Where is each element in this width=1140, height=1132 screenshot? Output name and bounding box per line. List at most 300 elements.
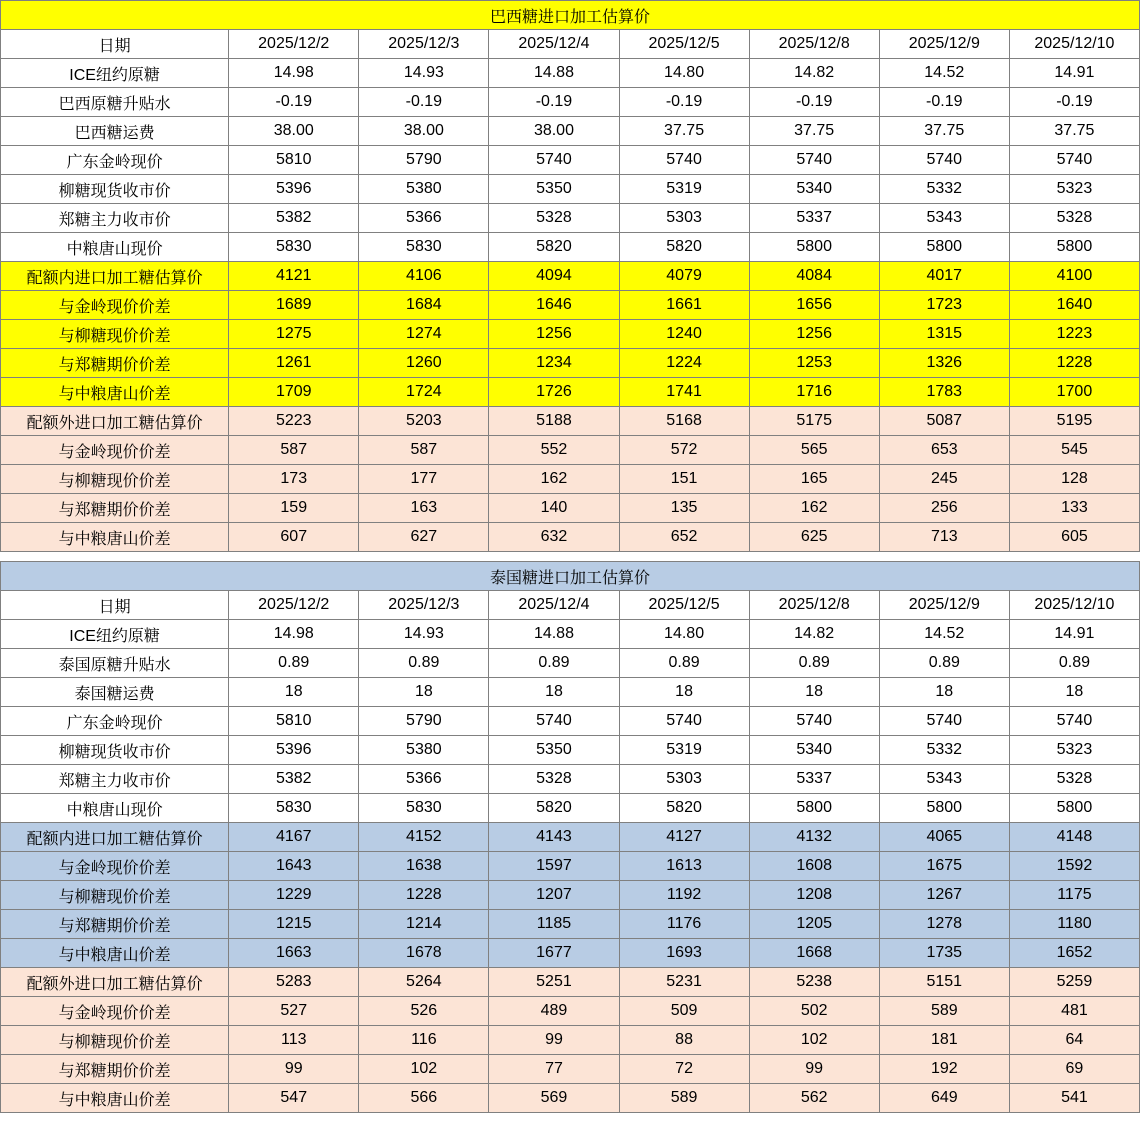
table-cell: 38.00 [489, 117, 619, 146]
table-cell: 5203 [359, 407, 489, 436]
table-cell: 38.00 [359, 117, 489, 146]
table-cell: 1214 [359, 910, 489, 939]
table-cell: 4148 [1009, 823, 1139, 852]
table-cell: 5259 [1009, 968, 1139, 997]
table-cell: 5223 [229, 407, 359, 436]
table-cell: 625 [749, 523, 879, 552]
table-cell: -0.19 [619, 88, 749, 117]
table-cell: 5238 [749, 968, 879, 997]
table-cell: 14.52 [879, 59, 1009, 88]
table-cell: 589 [619, 1084, 749, 1113]
table-cell: 14.91 [1009, 59, 1139, 88]
table-cell: 1261 [229, 349, 359, 378]
table-cell: 632 [489, 523, 619, 552]
table-cell: 566 [359, 1084, 489, 1113]
table-cell: 0.89 [619, 649, 749, 678]
table-cell: 5380 [359, 736, 489, 765]
table-row [1, 968, 1140, 997]
row-label: 与金岭现价价差 [1, 997, 229, 1026]
table-row [1, 649, 1140, 678]
table-cell: 18 [749, 678, 879, 707]
table-cell: 5340 [749, 175, 879, 204]
row-label: 与金岭现价价差 [1, 852, 229, 881]
table-cell: 5820 [619, 233, 749, 262]
table-cell: 14.98 [229, 59, 359, 88]
table-cell: 133 [1009, 494, 1139, 523]
table-cell: 1192 [619, 881, 749, 910]
row-label: ICE纽约原糖 [1, 59, 229, 88]
table-cell: 4065 [879, 823, 1009, 852]
table-row [1, 939, 1140, 968]
table-cell: 140 [489, 494, 619, 523]
column-header-date: 2025/12/10 [1009, 30, 1139, 59]
header-date-label: 日期 [1, 30, 229, 59]
table-cell: 37.75 [619, 117, 749, 146]
table-cell: 5323 [1009, 175, 1139, 204]
row-label: 郑糖主力收市价 [1, 204, 229, 233]
table-cell: 509 [619, 997, 749, 1026]
table-cell: 1224 [619, 349, 749, 378]
row-label: 与柳糖现价价差 [1, 465, 229, 494]
table-cell: 5319 [619, 175, 749, 204]
table-cell: 5328 [489, 204, 619, 233]
table-cell: 587 [359, 436, 489, 465]
table-cell: 72 [619, 1055, 749, 1084]
table-cell: 5087 [879, 407, 1009, 436]
table-row [1, 175, 1140, 204]
table-cell: 0.89 [489, 649, 619, 678]
table-cell: 627 [359, 523, 489, 552]
table-cell: 99 [489, 1026, 619, 1055]
table-cell: 547 [229, 1084, 359, 1113]
table-cell: -0.19 [359, 88, 489, 117]
table-cell: 18 [359, 678, 489, 707]
row-label: ICE纽约原糖 [1, 620, 229, 649]
table-cell: 5343 [879, 765, 1009, 794]
column-header-date: 2025/12/8 [749, 591, 879, 620]
row-label: 与郑糖期价价差 [1, 910, 229, 939]
table-row [1, 794, 1140, 823]
table-cell: 572 [619, 436, 749, 465]
table-cell: 1223 [1009, 320, 1139, 349]
table-row [1, 523, 1140, 552]
table-cell: 652 [619, 523, 749, 552]
table-cell: 5740 [1009, 146, 1139, 175]
table-cell: 1256 [489, 320, 619, 349]
table-cell: 5332 [879, 175, 1009, 204]
table-cell: 0.89 [229, 649, 359, 678]
row-label: 广东金岭现价 [1, 146, 229, 175]
table-cell: 14.93 [359, 620, 489, 649]
table-cell: 5396 [229, 175, 359, 204]
table-cell: 5303 [619, 204, 749, 233]
table-row [1, 1055, 1140, 1084]
table-cell: 1274 [359, 320, 489, 349]
table-cell: 605 [1009, 523, 1139, 552]
table-cell: -0.19 [879, 88, 1009, 117]
table-cell: 1597 [489, 852, 619, 881]
table-cell: 1278 [879, 910, 1009, 939]
table-title: 巴西糖进口加工估算价 [1, 1, 1140, 30]
table-cell: 4106 [359, 262, 489, 291]
table-row [1, 823, 1140, 852]
table-cell: 5830 [229, 794, 359, 823]
table-cell: 1678 [359, 939, 489, 968]
table-cell: 5195 [1009, 407, 1139, 436]
table-gap [0, 552, 1140, 561]
table-cell: 1675 [879, 852, 1009, 881]
table-cell: 5800 [749, 794, 879, 823]
table-row [1, 320, 1140, 349]
table-cell: 14.52 [879, 620, 1009, 649]
table-row [1, 291, 1140, 320]
table-row [1, 765, 1140, 794]
table-cell: 165 [749, 465, 879, 494]
table-row [1, 881, 1140, 910]
table-cell: 1684 [359, 291, 489, 320]
table-cell: 181 [879, 1026, 1009, 1055]
table-cell: 99 [749, 1055, 879, 1084]
table-cell: 5337 [749, 204, 879, 233]
table-cell: 4143 [489, 823, 619, 852]
table-cell: 38.00 [229, 117, 359, 146]
table-cell: 5340 [749, 736, 879, 765]
table-cell: 1638 [359, 852, 489, 881]
table-row [1, 262, 1140, 291]
table-cell: 173 [229, 465, 359, 494]
table-cell: 1205 [749, 910, 879, 939]
table-cell: 5820 [619, 794, 749, 823]
table-cell: 0.89 [359, 649, 489, 678]
table-row [1, 678, 1140, 707]
table-row [1, 707, 1140, 736]
row-label: 柳糖现货收市价 [1, 736, 229, 765]
table-cell: 1663 [229, 939, 359, 968]
table-cell: 653 [879, 436, 1009, 465]
table-cell: 18 [879, 678, 1009, 707]
table-row [1, 59, 1140, 88]
table-cell: 5328 [1009, 204, 1139, 233]
table-cell: 4100 [1009, 262, 1139, 291]
table-cell: 1741 [619, 378, 749, 407]
table-cell: 4152 [359, 823, 489, 852]
table-cell: 14.93 [359, 59, 489, 88]
table-cell: 587 [229, 436, 359, 465]
table-cell: 4094 [489, 262, 619, 291]
table-cell: 5830 [359, 233, 489, 262]
table-cell: 5151 [879, 968, 1009, 997]
row-label: 巴西原糖升贴水 [1, 88, 229, 117]
row-label: 中粮唐山现价 [1, 794, 229, 823]
table-cell: 5810 [229, 707, 359, 736]
table-cell: 1700 [1009, 378, 1139, 407]
column-header-date: 2025/12/5 [619, 591, 749, 620]
table-cell: 541 [1009, 1084, 1139, 1113]
table-cell: 5328 [489, 765, 619, 794]
table-cell: 256 [879, 494, 1009, 523]
table-cell: 1275 [229, 320, 359, 349]
table-row [1, 407, 1140, 436]
table-header-row [1, 30, 1140, 59]
table-cell: 5830 [359, 794, 489, 823]
table-cell: 18 [229, 678, 359, 707]
table-cell: 1228 [1009, 349, 1139, 378]
table-cell: 14.88 [489, 620, 619, 649]
table-cell: 4079 [619, 262, 749, 291]
table-cell: 4127 [619, 823, 749, 852]
table-cell: 5382 [229, 765, 359, 794]
table-cell: 5790 [359, 146, 489, 175]
table-cell: 5740 [749, 146, 879, 175]
row-label: 与金岭现价价差 [1, 291, 229, 320]
row-label: 与柳糖现价价差 [1, 320, 229, 349]
table-row [1, 852, 1140, 881]
table-row [1, 146, 1140, 175]
table-cell: 1724 [359, 378, 489, 407]
table-cell: 1646 [489, 291, 619, 320]
table-cell: 5366 [359, 204, 489, 233]
table-cell: 1656 [749, 291, 879, 320]
table-cell: 0.89 [749, 649, 879, 678]
table-header-row [1, 591, 1140, 620]
table-cell: 502 [749, 997, 879, 1026]
table-row [1, 494, 1140, 523]
row-label: 与郑糖期价价差 [1, 349, 229, 378]
row-label: 配额外进口加工糖估算价 [1, 968, 229, 997]
table-cell: 4167 [229, 823, 359, 852]
row-label: 与郑糖期价价差 [1, 1055, 229, 1084]
table-cell: 5800 [1009, 794, 1139, 823]
table-cell: 4132 [749, 823, 879, 852]
table-cell: 1643 [229, 852, 359, 881]
row-label: 与中粮唐山价差 [1, 1084, 229, 1113]
table-cell: 5303 [619, 765, 749, 794]
table-cell: 1253 [749, 349, 879, 378]
table-row [1, 349, 1140, 378]
table-cell: 14.82 [749, 59, 879, 88]
table-cell: -0.19 [1009, 88, 1139, 117]
table-cell: 5800 [879, 794, 1009, 823]
column-header-date: 2025/12/5 [619, 30, 749, 59]
table-cell: 5790 [359, 707, 489, 736]
table-cell: 113 [229, 1026, 359, 1055]
table-cell: 1176 [619, 910, 749, 939]
table-cell: 1185 [489, 910, 619, 939]
table-cell: 5332 [879, 736, 1009, 765]
table-row [1, 88, 1140, 117]
table-cell: 14.80 [619, 620, 749, 649]
row-label: 与郑糖期价价差 [1, 494, 229, 523]
table-cell: 1668 [749, 939, 879, 968]
table-row [1, 436, 1140, 465]
table-cell: 1592 [1009, 852, 1139, 881]
table-cell: 14.91 [1009, 620, 1139, 649]
table-cell: 589 [879, 997, 1009, 1026]
row-label: 泰国糖运费 [1, 678, 229, 707]
table-cell: 5820 [489, 233, 619, 262]
row-label: 与柳糖现价价差 [1, 881, 229, 910]
table-cell: 151 [619, 465, 749, 494]
table-cell: 1267 [879, 881, 1009, 910]
table-cell: 1175 [1009, 881, 1139, 910]
column-header-date: 2025/12/4 [489, 30, 619, 59]
table-cell: 1215 [229, 910, 359, 939]
table-cell: 37.75 [1009, 117, 1139, 146]
table-cell: 18 [489, 678, 619, 707]
table-cell: 14.80 [619, 59, 749, 88]
table-cell: 102 [749, 1026, 879, 1055]
table-cell: 607 [229, 523, 359, 552]
table-row [1, 620, 1140, 649]
column-header-date: 2025/12/9 [879, 30, 1009, 59]
row-label: 配额外进口加工糖估算价 [1, 407, 229, 436]
table-cell: 5800 [1009, 233, 1139, 262]
row-label: 巴西糖运费 [1, 117, 229, 146]
table-cell: 116 [359, 1026, 489, 1055]
table-cell: 5350 [489, 736, 619, 765]
table-cell: 5810 [229, 146, 359, 175]
table-cell: 1608 [749, 852, 879, 881]
column-header-date: 2025/12/2 [229, 30, 359, 59]
table-cell: 5740 [489, 707, 619, 736]
table-cell: 1640 [1009, 291, 1139, 320]
table-cell: -0.19 [229, 88, 359, 117]
table-cell: 1723 [879, 291, 1009, 320]
table-cell: 4017 [879, 262, 1009, 291]
table-cell: 5366 [359, 765, 489, 794]
table-cell: 545 [1009, 436, 1139, 465]
table-title-row [1, 1, 1140, 30]
table-cell: 5251 [489, 968, 619, 997]
table-row [1, 378, 1140, 407]
table-row [1, 117, 1140, 146]
table-cell: 5740 [619, 146, 749, 175]
table-cell: 5264 [359, 968, 489, 997]
row-label: 广东金岭现价 [1, 707, 229, 736]
table-cell: 5820 [489, 794, 619, 823]
table-title: 泰国糖进口加工估算价 [1, 562, 1140, 591]
table-row [1, 465, 1140, 494]
table-cell: 526 [359, 997, 489, 1026]
table-cell: 77 [489, 1055, 619, 1084]
table-cell: 5830 [229, 233, 359, 262]
table-cell: 88 [619, 1026, 749, 1055]
table-cell: 5396 [229, 736, 359, 765]
table-cell: 527 [229, 997, 359, 1026]
table-cell: 37.75 [749, 117, 879, 146]
table-cell: 1709 [229, 378, 359, 407]
row-label: 中粮唐山现价 [1, 233, 229, 262]
table-cell: 489 [489, 997, 619, 1026]
table-cell: 5350 [489, 175, 619, 204]
row-label: 与中粮唐山价差 [1, 939, 229, 968]
row-label: 配额内进口加工糖估算价 [1, 823, 229, 852]
row-label: 与柳糖现价价差 [1, 1026, 229, 1055]
table-cell: 565 [749, 436, 879, 465]
price-table-2 [0, 561, 1140, 1113]
table-cell: 1716 [749, 378, 879, 407]
table-cell: 1229 [229, 881, 359, 910]
table-cell: 18 [1009, 678, 1139, 707]
table-cell: 1661 [619, 291, 749, 320]
table-cell: 1693 [619, 939, 749, 968]
row-label: 与中粮唐山价差 [1, 523, 229, 552]
table-cell: 99 [229, 1055, 359, 1084]
table-cell: 5380 [359, 175, 489, 204]
table-cell: -0.19 [749, 88, 879, 117]
table-cell: 0.89 [1009, 649, 1139, 678]
table-cell: 192 [879, 1055, 1009, 1084]
table-cell: 18 [619, 678, 749, 707]
table-title-row [1, 562, 1140, 591]
table-cell: 1234 [489, 349, 619, 378]
table-cell: 1180 [1009, 910, 1139, 939]
table-row [1, 736, 1140, 765]
table-cell: 14.98 [229, 620, 359, 649]
table-cell: 14.88 [489, 59, 619, 88]
table-cell: 177 [359, 465, 489, 494]
table-cell: 14.82 [749, 620, 879, 649]
table-cell: 649 [879, 1084, 1009, 1113]
table-cell: 5323 [1009, 736, 1139, 765]
table-cell: 1240 [619, 320, 749, 349]
table-cell: 481 [1009, 997, 1139, 1026]
table-cell: 1207 [489, 881, 619, 910]
table-cell: 69 [1009, 1055, 1139, 1084]
table-cell: 162 [749, 494, 879, 523]
table-cell: 102 [359, 1055, 489, 1084]
table-cell: 1326 [879, 349, 1009, 378]
table-cell: 163 [359, 494, 489, 523]
table-cell: 5382 [229, 204, 359, 233]
row-label: 与中粮唐山价差 [1, 378, 229, 407]
column-header-date: 2025/12/10 [1009, 591, 1139, 620]
table-cell: 1208 [749, 881, 879, 910]
table-cell: 4121 [229, 262, 359, 291]
table-cell: 5343 [879, 204, 1009, 233]
table-cell: 713 [879, 523, 1009, 552]
table-cell: 162 [489, 465, 619, 494]
table-cell: 128 [1009, 465, 1139, 494]
column-header-date: 2025/12/8 [749, 30, 879, 59]
table-cell: 5800 [749, 233, 879, 262]
column-header-date: 2025/12/3 [359, 30, 489, 59]
table-cell: -0.19 [489, 88, 619, 117]
table-cell: 5319 [619, 736, 749, 765]
table-cell: 5740 [619, 707, 749, 736]
table-cell: 1677 [489, 939, 619, 968]
table-cell: 1260 [359, 349, 489, 378]
table-row [1, 910, 1140, 939]
row-label: 与金岭现价价差 [1, 436, 229, 465]
table-cell: 37.75 [879, 117, 1009, 146]
table-cell: 245 [879, 465, 1009, 494]
table-row [1, 1084, 1140, 1113]
table-cell: 64 [1009, 1026, 1139, 1055]
price-table-1 [0, 0, 1140, 552]
table-cell: 552 [489, 436, 619, 465]
table-cell: 5740 [1009, 707, 1139, 736]
table-row [1, 233, 1140, 262]
table-cell: 569 [489, 1084, 619, 1113]
table-cell: 1689 [229, 291, 359, 320]
table-cell: 5283 [229, 968, 359, 997]
row-label: 泰国原糖升贴水 [1, 649, 229, 678]
table-cell: 1613 [619, 852, 749, 881]
table-cell: 5740 [749, 707, 879, 736]
table-cell: 1652 [1009, 939, 1139, 968]
column-header-date: 2025/12/2 [229, 591, 359, 620]
